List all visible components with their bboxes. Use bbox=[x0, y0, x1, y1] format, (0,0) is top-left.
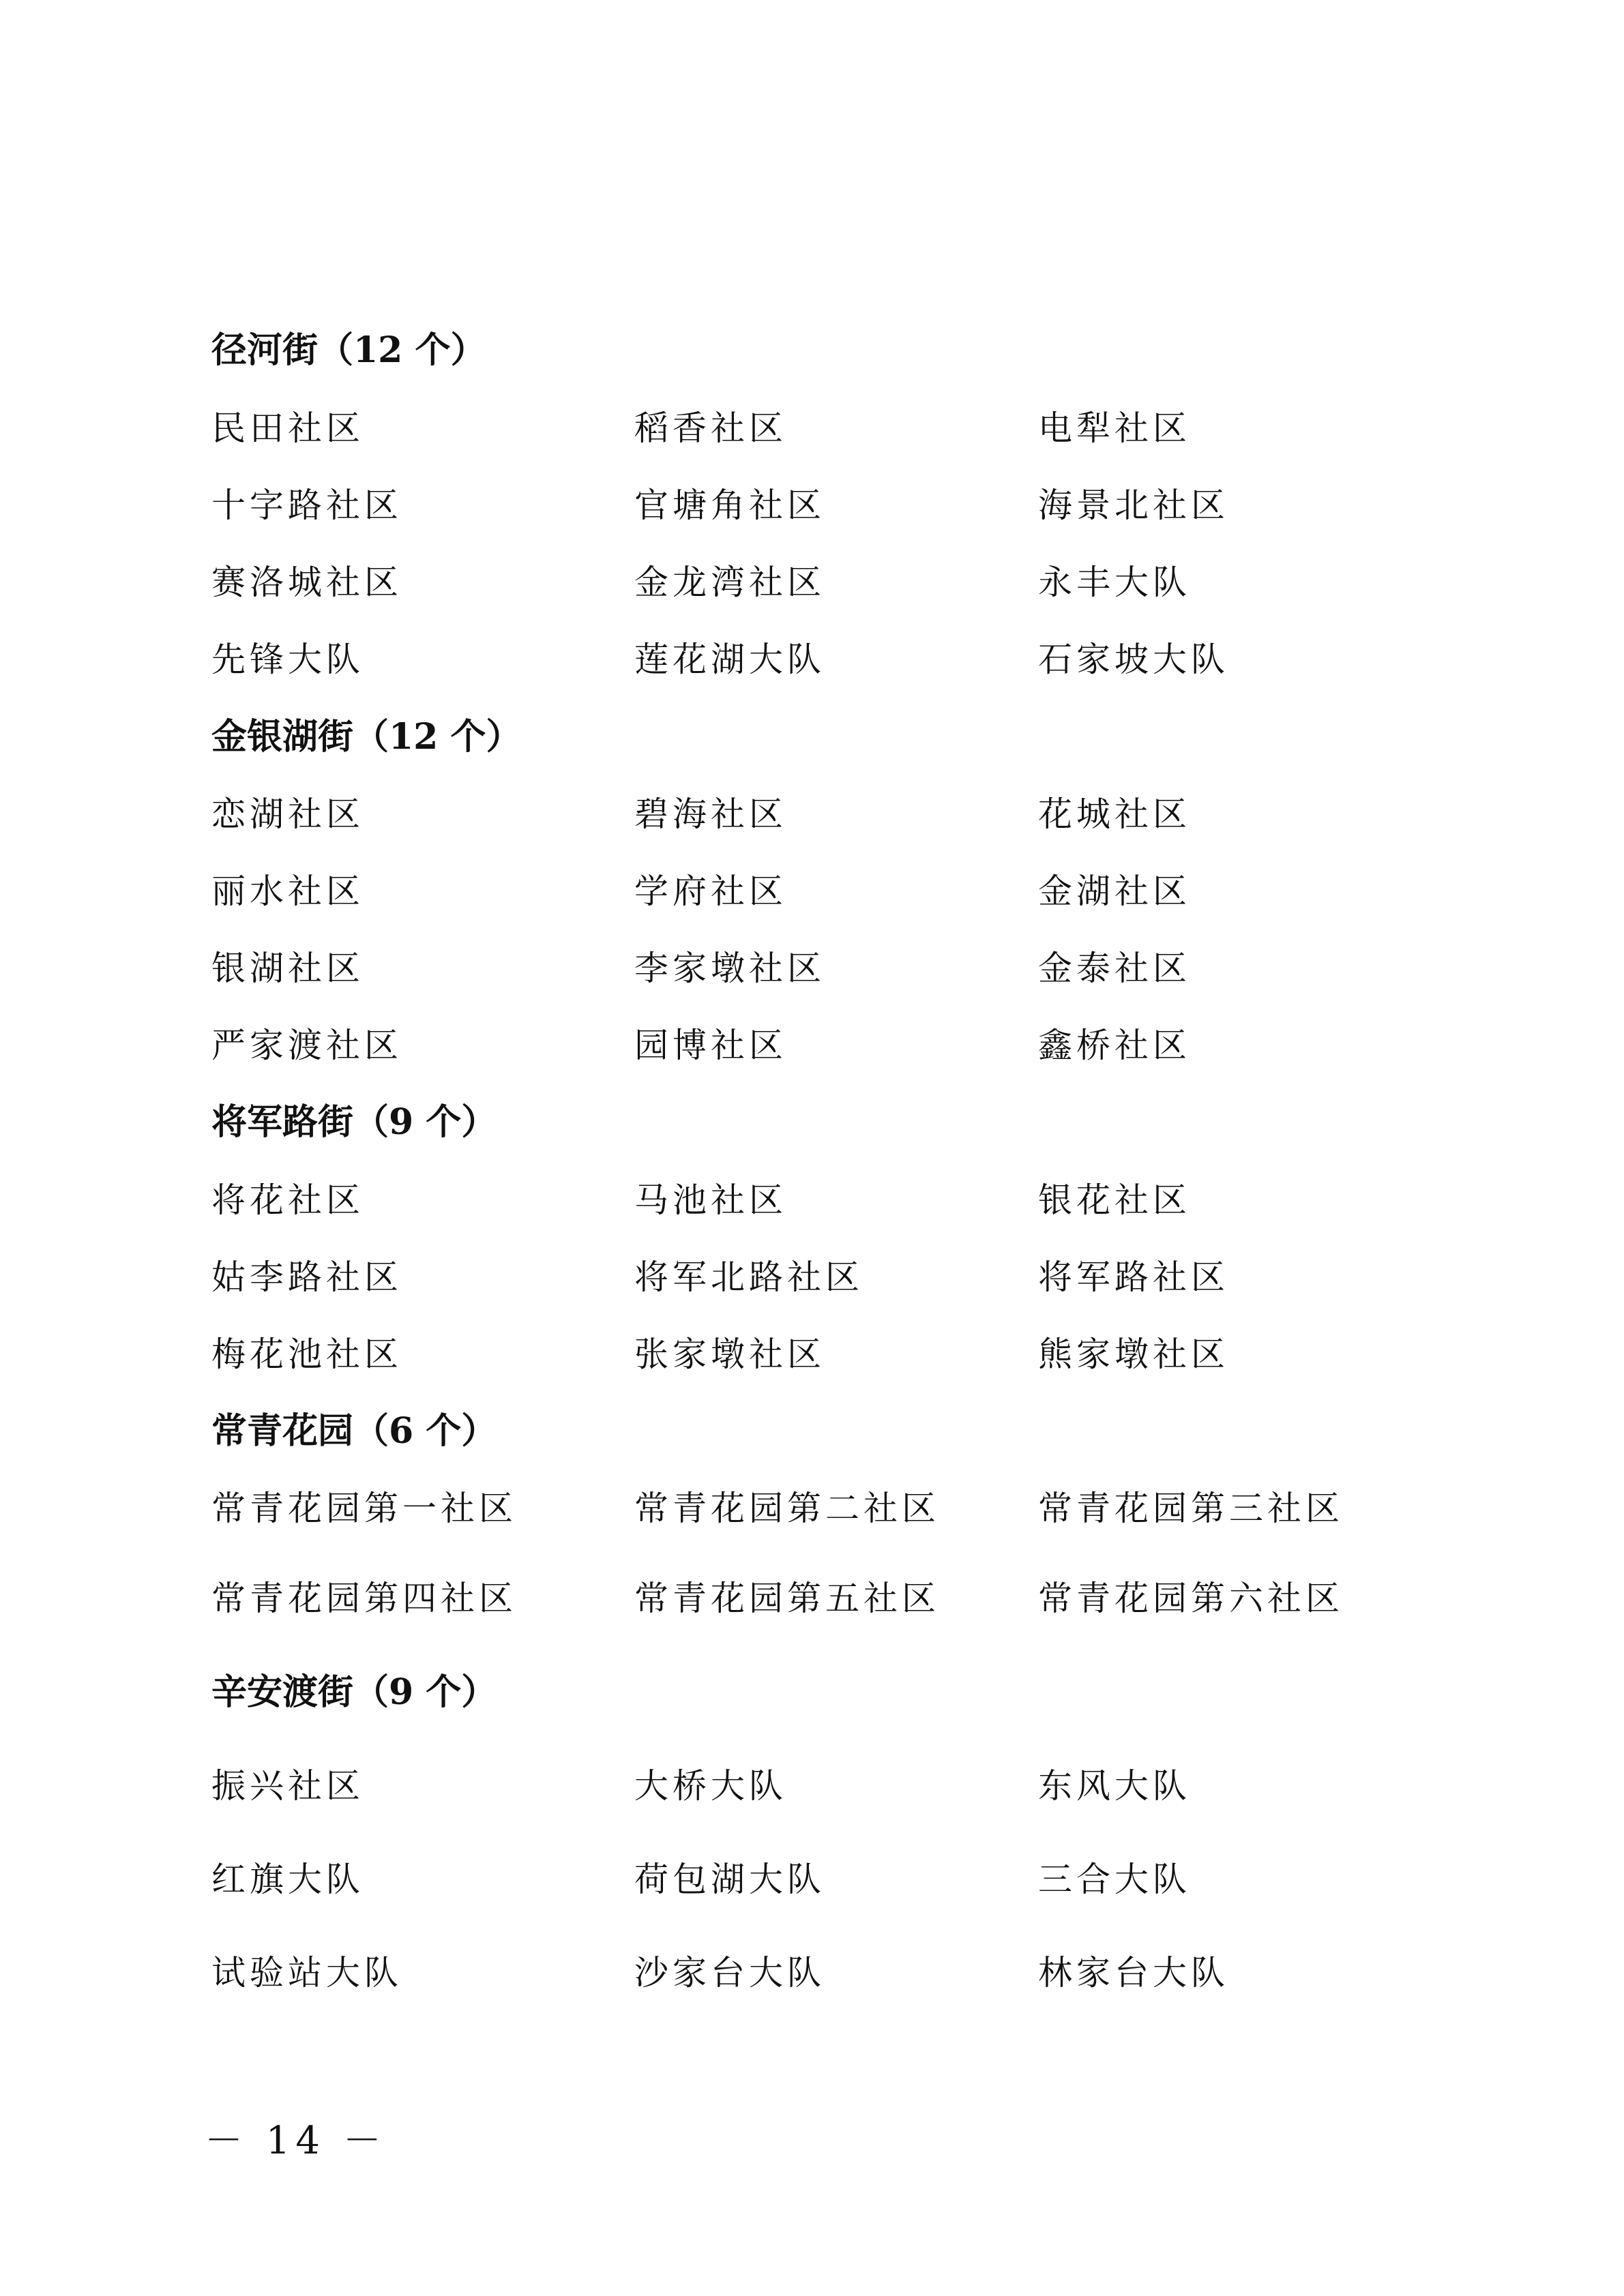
community-name: 将军北路社区 bbox=[634, 1257, 863, 1297]
community-name: 石家坡大队 bbox=[1038, 640, 1229, 679]
table-row bbox=[0, 401, 1624, 456]
community-name: 电犁社区 bbox=[1038, 408, 1191, 448]
table-row bbox=[0, 1173, 1624, 1227]
community-name: 永丰大队 bbox=[1038, 563, 1191, 602]
community-name: 林家台大队 bbox=[1038, 1953, 1229, 1993]
community-name: 官塘角社区 bbox=[634, 486, 825, 525]
table-row bbox=[0, 1852, 1624, 1907]
community-name: 将花社区 bbox=[211, 1180, 364, 1220]
community-name: 金湖社区 bbox=[1038, 871, 1191, 911]
community-name: 沙家台大队 bbox=[634, 1953, 825, 1993]
community-name: 将军路社区 bbox=[1038, 1257, 1229, 1297]
community-name: 花城社区 bbox=[1038, 794, 1191, 834]
section-heading: 辛安渡街（9 个） bbox=[211, 1671, 497, 1713]
table-row bbox=[0, 1481, 1624, 1536]
community-name: 梅花池社区 bbox=[211, 1335, 402, 1374]
community-name: 大桥大队 bbox=[634, 1766, 787, 1806]
community-name: 赛洛城社区 bbox=[211, 563, 402, 602]
table-row bbox=[0, 864, 1624, 919]
community-name: 李家墩社区 bbox=[634, 949, 825, 988]
community-name: 鑫桥社区 bbox=[1038, 1026, 1191, 1065]
community-name: 常青花园第二社区 bbox=[634, 1489, 940, 1528]
community-name: 莲花湖大队 bbox=[634, 640, 825, 679]
community-name: 荷包湖大队 bbox=[634, 1860, 825, 1899]
page-number: － 14 － bbox=[205, 2119, 387, 2163]
table-row bbox=[0, 1250, 1624, 1304]
community-name: 红旗大队 bbox=[211, 1860, 364, 1899]
community-name: 园博社区 bbox=[634, 1026, 787, 1065]
community-name: 恋湖社区 bbox=[211, 794, 364, 834]
community-name: 严家渡社区 bbox=[211, 1026, 402, 1065]
table-row bbox=[0, 1945, 1624, 2000]
community-name: 金泰社区 bbox=[1038, 949, 1191, 988]
table-row bbox=[0, 555, 1624, 610]
community-name: 张家墩社区 bbox=[634, 1335, 825, 1374]
community-name: 稻香社区 bbox=[634, 408, 787, 448]
table-row bbox=[0, 632, 1624, 687]
community-name: 姑李路社区 bbox=[211, 1257, 402, 1297]
table-row bbox=[0, 1759, 1624, 1813]
community-name: 银湖社区 bbox=[211, 949, 364, 988]
community-name: 碧海社区 bbox=[634, 794, 787, 834]
table-row bbox=[0, 1571, 1624, 1626]
community-name: 海景北社区 bbox=[1038, 486, 1229, 525]
community-name: 常青花园第一社区 bbox=[211, 1489, 517, 1528]
table-row bbox=[0, 478, 1624, 533]
community-name: 先锋大队 bbox=[211, 640, 364, 679]
community-name: 三合大队 bbox=[1038, 1860, 1191, 1899]
community-name: 试验站大队 bbox=[211, 1953, 402, 1993]
table-row bbox=[0, 1018, 1624, 1073]
community-name: 熊家墩社区 bbox=[1038, 1335, 1229, 1374]
section-heading: 径河街（12 个） bbox=[211, 329, 486, 371]
table-row bbox=[0, 941, 1624, 996]
community-name: 常青花园第三社区 bbox=[1038, 1489, 1344, 1528]
community-name: 十字路社区 bbox=[211, 486, 402, 525]
community-name: 民田社区 bbox=[211, 408, 364, 448]
community-name: 银花社区 bbox=[1038, 1180, 1191, 1220]
community-name: 东风大队 bbox=[1038, 1766, 1191, 1806]
section-heading: 金银湖街（12 个） bbox=[211, 716, 522, 758]
community-name: 常青花园第五社区 bbox=[634, 1579, 940, 1618]
community-name: 常青花园第六社区 bbox=[1038, 1579, 1344, 1618]
section-heading: 常青花园（6 个） bbox=[211, 1410, 497, 1452]
community-name: 马池社区 bbox=[634, 1180, 787, 1220]
community-name: 学府社区 bbox=[634, 871, 787, 911]
section-heading: 将军路街（9 个） bbox=[211, 1101, 497, 1143]
community-name: 丽水社区 bbox=[211, 871, 364, 911]
community-name: 常青花园第四社区 bbox=[211, 1579, 517, 1618]
table-row bbox=[0, 1327, 1624, 1382]
community-name: 金龙湾社区 bbox=[634, 563, 825, 602]
table-row bbox=[0, 787, 1624, 841]
community-name: 振兴社区 bbox=[211, 1766, 364, 1806]
